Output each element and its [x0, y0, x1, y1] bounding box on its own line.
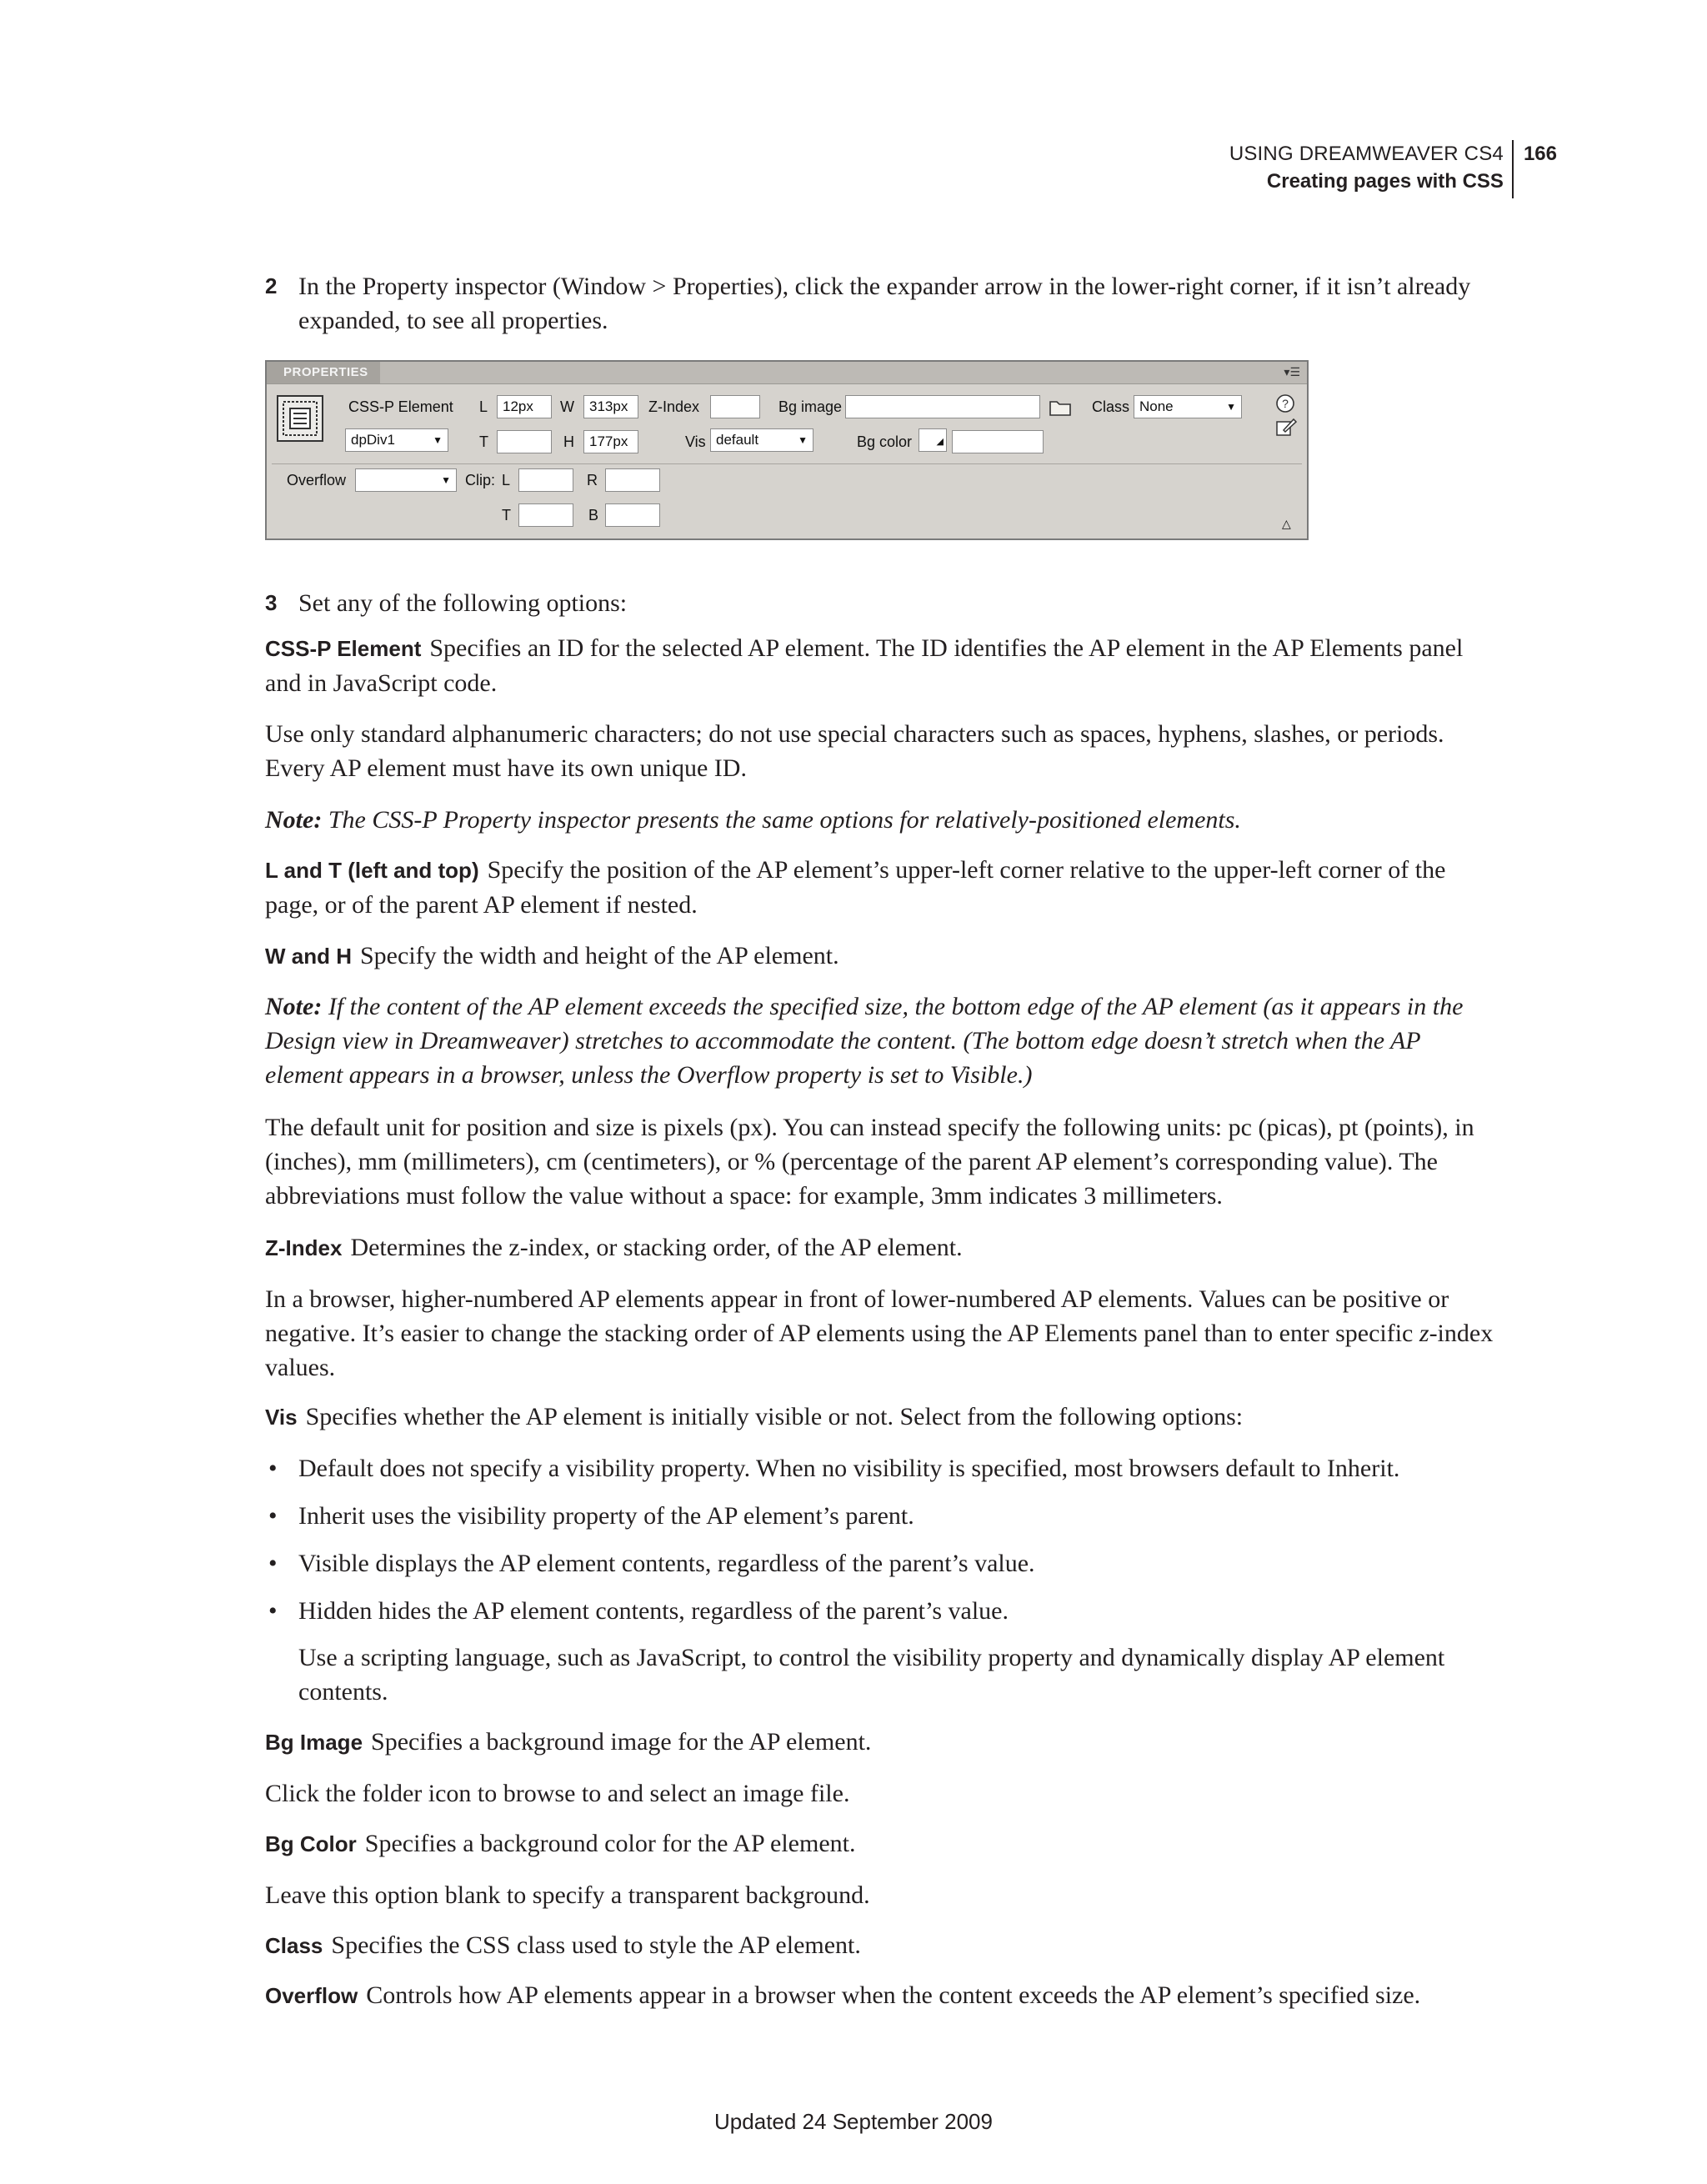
- element-id-value: dpDiv1: [351, 432, 395, 448]
- h-field[interactable]: 177px: [583, 430, 638, 453]
- edit-rule-icon[interactable]: [1275, 417, 1297, 441]
- step-2: [265, 269, 1499, 338]
- svg-text:?: ?: [1282, 397, 1289, 410]
- class-entry: [265, 1928, 1499, 1963]
- units-paragraph: The default unit for position and size is pixels (px). You can instead specify the following units: pc (picas), pt (points), in (inches), mm (millimeters), cm (centimeters), or % (percentage of the parent AP element’s corresponding value). The abbreviations must follow the value without a space: for example, 3mm indicates 3 millimeters.: [265, 1114, 1474, 1210]
- list-item: [265, 1499, 1499, 1533]
- cssp-element-entry: [265, 631, 1499, 700]
- term-description: Specifies a background image for the AP element.: [371, 1728, 872, 1756]
- list-item: [265, 1546, 1499, 1580]
- bg-color-entry: [265, 1826, 1499, 1861]
- z-italic: z: [1419, 1320, 1429, 1347]
- term-heading: Bg Image: [265, 1730, 363, 1755]
- header-text: [1229, 140, 1514, 198]
- step-number: 2: [265, 273, 278, 298]
- class-select-value: None: [1139, 398, 1174, 414]
- t-label: T: [479, 433, 488, 450]
- bg-image-entry: [265, 1725, 1499, 1760]
- bg-image-field[interactable]: [845, 395, 1040, 418]
- list-item-text: Hidden hides the AP element contents, regardless of the parent’s value.: [298, 1597, 1009, 1625]
- zindex-field[interactable]: [710, 395, 760, 418]
- term-heading: W and H: [265, 944, 352, 969]
- chevron-down-icon: ▼: [1226, 401, 1236, 413]
- t-field[interactable]: [497, 430, 552, 453]
- term-heading: Class: [265, 1933, 323, 1958]
- browser-paragraph: [265, 1282, 1499, 1385]
- paragraph-text: In a browser, higher-numbered AP elements appear in front of lower-numbered AP elements. Values can be positive or negative. It’s easier to change the stacking order of AP elements using the AP Elements panel than to enter specific: [265, 1285, 1449, 1347]
- vis-label: Vis: [685, 433, 706, 450]
- vis-select[interactable]: [710, 428, 813, 452]
- clip-label: Clip:: [465, 472, 496, 488]
- chevron-down-icon: ▼: [798, 434, 808, 446]
- bg-color-field[interactable]: [952, 430, 1044, 453]
- bg-image-label: Bg image: [778, 398, 843, 415]
- step-text: Set any of the following options:: [298, 589, 628, 617]
- class-select[interactable]: [1134, 395, 1242, 418]
- panel-titlebar: [267, 362, 1307, 384]
- clip-t-field[interactable]: [518, 503, 573, 527]
- note-label: Note:: [265, 806, 323, 834]
- property-inspector-screenshot: [265, 360, 1309, 540]
- list-item-text: Inherit uses the visibility property of the AP element’s parent.: [298, 1502, 914, 1530]
- term-description: Specifies the CSS class used to style the AP element.: [331, 1931, 861, 1959]
- vis-select-value: default: [716, 432, 759, 448]
- list-item-text: Default does not specify a visibility property. When no visibility is specified, most browsers default to Inherit.: [298, 1455, 1400, 1482]
- term-heading: Bg Color: [265, 1831, 357, 1856]
- panel-menu-icon[interactable]: ▾☰: [1284, 365, 1300, 378]
- clip-b-label: B: [588, 507, 599, 523]
- chevron-down-icon: ▼: [441, 474, 451, 486]
- clip-l-label: L: [502, 472, 511, 488]
- note-paragraph: [265, 803, 1499, 837]
- note-paragraph: [265, 989, 1499, 1092]
- bullet: •: [268, 1502, 278, 1530]
- page-footer: Updated 24 September 2009: [714, 2109, 993, 2134]
- term-heading: Overflow: [265, 1983, 358, 2008]
- bullet: •: [268, 1455, 278, 1482]
- clip-r-field[interactable]: [605, 468, 660, 492]
- term-description: Specify the position of the AP element’s upper-left corner relative to the upper-left corner of the page, or of the parent AP element if nested.: [265, 856, 1446, 919]
- list-item: [265, 1451, 1499, 1485]
- step-3: [265, 586, 1499, 620]
- clip-r-label: R: [587, 472, 598, 488]
- help-icon[interactable]: [1275, 393, 1295, 418]
- term-description: Specifies a background color for the AP element.: [364, 1830, 856, 1857]
- l-and-t-entry: [265, 853, 1499, 922]
- collapse-arrow-icon[interactable]: △: [1282, 517, 1291, 530]
- term-description: Specifies whether the AP element is initially visible or not. Select from the following options:: [305, 1403, 1244, 1430]
- term-description: Specifies an ID for the selected AP element. The ID identifies the AP element in the AP Elements panel and in JavaScript code.: [265, 634, 1464, 697]
- step-number: 3: [265, 590, 278, 615]
- cssp-element-label: CSS-P Element: [348, 398, 453, 415]
- term-heading: Vis: [265, 1405, 298, 1430]
- scripting-paragraph: Use a scripting language, such as JavaScript, to control the visibility property and dynamically display AP element contents.: [298, 1644, 1445, 1706]
- running-header: [1229, 140, 1557, 198]
- l-label: L: [479, 398, 488, 415]
- note-label: Note:: [265, 993, 323, 1020]
- bullet: •: [268, 1550, 278, 1577]
- bullet: •: [268, 1597, 278, 1625]
- term-heading: CSS-P Element: [265, 636, 422, 661]
- folder-icon[interactable]: [1049, 397, 1072, 421]
- chevron-down-icon: ▼: [433, 434, 443, 446]
- alphanumeric-paragraph: Use only standard alphanumeric characters; do not use special characters such as spaces, hyphens, slashes, or periods. Every AP element must have its own unique ID.: [265, 720, 1444, 782]
- term-description: Controls how AP elements appear in a browser when the content exceeds the AP element’s specified size.: [366, 1981, 1421, 2009]
- chapter-title: Creating pages with CSS: [1266, 170, 1504, 193]
- overflow-select[interactable]: [355, 468, 457, 492]
- list-item: [265, 1594, 1499, 1628]
- zindex-label: Z-Index: [648, 398, 700, 415]
- term-description: Determines the z-index, or stacking order, of the AP element.: [350, 1234, 963, 1261]
- l-field[interactable]: 12px: [497, 395, 552, 418]
- term-heading: Z-Index: [265, 1235, 343, 1260]
- vis-entry: [265, 1400, 1499, 1435]
- class-label: Class: [1092, 398, 1130, 415]
- book-title: USING DREAMWEAVER CS4: [1229, 143, 1504, 165]
- z-index-entry: [265, 1230, 1499, 1265]
- term-description: Specify the width and height of the AP element.: [360, 942, 839, 969]
- clip-l-field[interactable]: [518, 468, 573, 492]
- note-text: If the content of the AP element exceeds the specified size, the bottom edge of the AP element (as it appears in the Design view in Dreamweaver) stretches to accommodate the content. (The bottom edge doesn’t stretch when the AP element appears in a browser, unless the Overflow property is set to Visible.): [265, 993, 1464, 1089]
- ap-element-icon: [277, 395, 323, 442]
- step-text: In the Property inspector (Window > Properties), click the expander arrow in the lower-right corner, if it isn’t already expanded, to see all properties.: [298, 273, 1471, 334]
- folder-paragraph: Click the folder icon to browse to and select an image file.: [265, 1780, 850, 1807]
- panel-divider: [272, 463, 1302, 464]
- w-label: W: [560, 398, 574, 415]
- overflow-entry: [265, 1978, 1499, 2013]
- page-number: 166: [1523, 143, 1557, 165]
- w-and-h-entry: [265, 939, 1499, 974]
- paragraph-text: -index values.: [265, 1320, 1494, 1381]
- note-text: The CSS-P Property inspector presents the same options for relatively-positioned elements.: [328, 806, 1241, 834]
- overflow-label: Overflow: [287, 472, 347, 488]
- visibility-options-list: [265, 1451, 1499, 1641]
- bg-color-swatch[interactable]: ◢: [919, 428, 947, 452]
- transparent-paragraph: Leave this option blank to specify a transparent background.: [265, 1881, 870, 1909]
- element-id-select[interactable]: [345, 428, 448, 452]
- term-heading: L and T (left and top): [265, 858, 479, 883]
- clip-b-field[interactable]: [605, 503, 660, 527]
- clip-t-label: T: [502, 507, 511, 523]
- w-field[interactable]: 313px: [583, 395, 638, 418]
- list-item-text: Visible displays the AP element contents, regardless of the parent’s value.: [298, 1550, 1035, 1577]
- h-label: H: [563, 433, 574, 450]
- panel-title-tab[interactable]: PROPERTIES: [267, 362, 380, 383]
- bg-color-label: Bg color: [857, 433, 913, 450]
